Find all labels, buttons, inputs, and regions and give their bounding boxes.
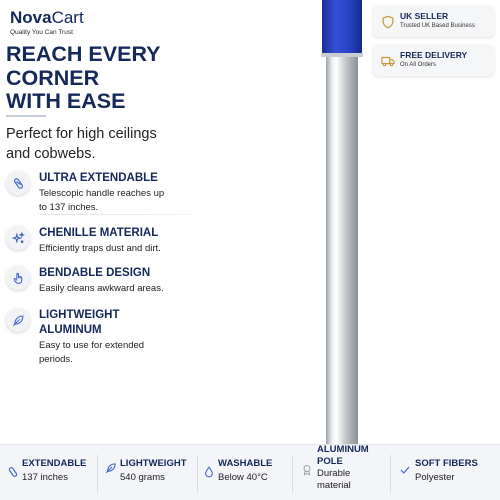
spec-lightweight [100,445,200,500]
spec-title: EXTENDABLE [22,458,87,469]
badge-title: FREE DELIVERY [400,50,468,60]
shield-icon [381,15,395,29]
spec-aluminum-pole [296,445,396,500]
feature-title [39,308,209,338]
subtitle-line-2: and cobwebs. [6,146,96,162]
truck-icon [381,54,395,68]
spec-washable [200,445,300,500]
brand-tagline: Quality You Can Trust [10,29,73,36]
brand-name-rest: Cart [51,8,84,27]
hand-pointer-icon [6,266,30,290]
spec-value-line-1: Durable [317,468,351,479]
badge-subtitle: Trusted UK Based Business [400,23,475,29]
check-icon [399,464,411,476]
pole-grip [322,0,362,55]
extend-icon [6,171,30,195]
feature-title: ULTRA EXTENDABLE [39,172,158,184]
feature-desc-line-1: Easy to use for extended [39,340,145,351]
spec-value-line-2: material [317,480,351,491]
feature-desc [39,282,189,296]
headline [6,43,236,114]
spec-title: SOFT FIBERS [415,458,478,469]
spec-value: Below 40°C [218,472,268,483]
spec-soft-fibers [393,445,500,500]
badge-subtitle: On All Orders [400,62,437,68]
feature-divider [40,214,195,215]
brand-name [10,8,84,28]
subtitle-line-1: Perfect for high ceilings [6,126,157,142]
spec-title-line-1: ALUMINUM [317,444,369,455]
feature-title: CHENILLE MATERIAL [39,227,159,239]
spec-bar [0,444,500,500]
aluminum-pole [326,0,358,500]
headline-line-1: REACH EVERY [6,42,161,66]
spec-divider [197,455,198,493]
brand-logo [10,8,84,36]
water-drop-icon [203,466,215,478]
feature-desc-line-1: Efficiently traps dust and dirt. [39,243,161,254]
feature-desc-line-2: to 137 inches. [39,202,99,213]
headline-line-3: WITH EASE [6,89,126,113]
spec-divider [292,455,293,493]
spec-value: 540 grams [120,472,165,483]
award-icon [301,464,313,476]
headline-line-2: CORNER [6,65,100,90]
badge-title: UK SELLER [400,11,449,21]
spec-divider [97,455,98,493]
spec-value: 137 inches [22,472,68,483]
spec-divider [390,455,391,493]
spec-extendable [0,445,100,500]
brand-name-bold: Nova [10,8,52,27]
feather-icon [6,308,30,332]
feature-desc-line-2: periods. [39,354,73,365]
spec-title [317,444,369,468]
feature-desc [39,187,189,215]
spec-title-line-2: POLE [317,456,343,467]
extend-icon [7,466,19,478]
feature-desc-line-1: Easily cleans awkward areas. [39,283,164,294]
feature-desc-line-1: Telescopic handle reaches up [39,188,165,199]
spec-value [317,468,351,492]
feature-desc [39,339,189,367]
sparkle-icon [6,226,30,250]
feature-title: BENDABLE DESIGN [39,267,151,279]
feather-icon [105,462,117,474]
feature-title-line-2: ALUMINUM [39,324,102,336]
headline-divider [6,115,46,117]
spec-title: LIGHTWEIGHT [120,458,187,469]
badge-uk-seller [373,6,494,37]
feature-desc [39,242,189,256]
spec-value: Polyester [415,472,455,483]
feature-title-line-1: LIGHTWEIGHT [39,309,120,321]
spec-title: WASHABLE [218,458,273,469]
badge-free-delivery [373,45,494,76]
subtitle [6,124,206,164]
